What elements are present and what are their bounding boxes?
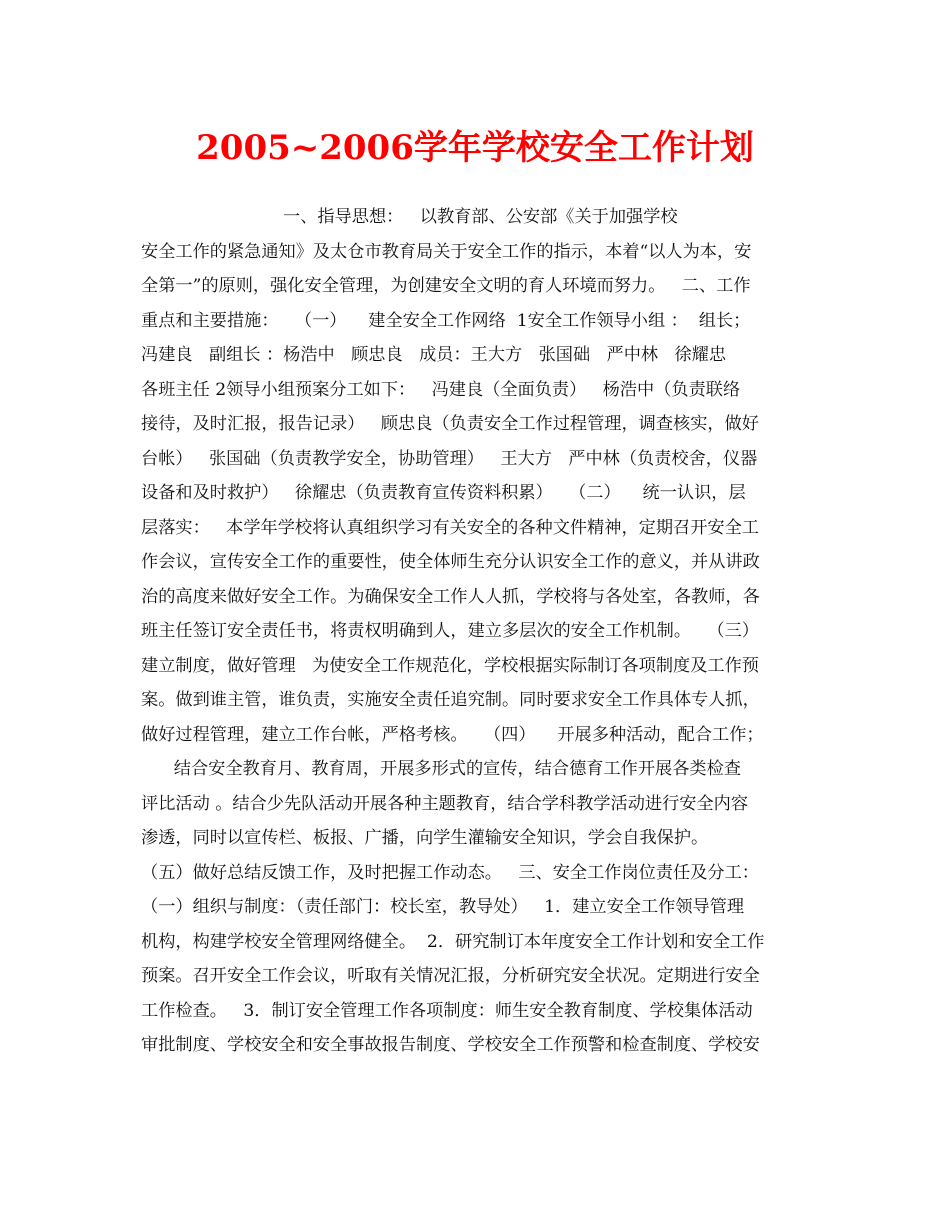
- document-body: [141, 200, 841, 1063]
- body-line: 预案。召开安全工作会议，听取有关情况汇报，分析研究安全状况。定期进行安全: [141, 966, 760, 986]
- body-line: （五）做好总结反馈工作，及时把握工作动态。 三、安全工作岗位责任及分工：: [141, 862, 759, 883]
- body-line: 重点和主要措施： （一） 建全安全工作网络 1安全工作领导小组 ： 组长；: [141, 310, 751, 331]
- body-line: 机构，构建学校安全管理网络健全。 2．研究制订本年度安全工作计划和安全工作: [141, 931, 765, 952]
- body-line: 建立制度，做好管理 为使安全工作规范化，学校根据实际制订各项制度及工作预: [141, 655, 759, 676]
- body-line: 全第一”的原则，强化安全管理，为创建安全文明的育人环境而努力。 二、工作: [141, 276, 751, 296]
- body-line: 安全工作的紧急通知》及太仓市教育局关于安全工作的指示，本着“以人为本，安: [141, 241, 752, 262]
- body-line: 设备和及时救护） 徐耀忠（负责教育宣传资料积累） （二） 统一认识，层: [141, 483, 746, 503]
- body-line: 冯建良 副组长 ：杨浩中 顾忠良 成员：王大方 张国础 严中林 徐耀忠: [141, 345, 727, 365]
- body-line: 班主任签订安全责任书，将责权明确到人，建立多层次的安全工作机制。 （三）: [141, 621, 759, 641]
- body-line: 审批制度、学校安全和安全事故报告制度、学校安全工作预警和检查制度、学校安: [141, 1035, 760, 1055]
- body-line: 渗透，同时以宣传栏、板报、广播，向学生灌输安全知识，学会自我保护。: [141, 828, 709, 848]
- document-title: 2005~2006学年学校安全工作计划: [196, 128, 754, 168]
- body-line: 做好过程管理，建立工作台帐，严格考核。 （四） 开展多种活动，配合工作；: [141, 724, 764, 745]
- body-line: 层落实： 本学年学校将认真组织学习有关安全的各种文件精神，定期召开安全工: [141, 517, 759, 538]
- body-line: 案。做到谁主管，谁负责，实施安全责任追究制。同时要求安全工作具体专人抓，: [141, 690, 760, 710]
- body-line: 作会议，宣传安全工作的重要性，使全体师生充分认识安全工作的意义，并从讲政: [141, 552, 760, 572]
- body-line: 各班主任 2领导小组预案分工如下： 冯建良（全面负责） 杨浩中（负责联络: [141, 379, 741, 400]
- body-line: 接待，及时汇报，报告记录） 顾忠良（负责安全工作过程管理，调查核实，做好: [141, 414, 759, 434]
- body-line: 结合安全教育月、教育周，开展多形式的宣传，结合德育工作开展各类检查: [141, 759, 741, 779]
- body-line: 工作检查。 3．制订安全管理工作各项制度：师生安全教育制度、学校集体活动: [141, 1000, 753, 1021]
- body-line: 评比活动 。结合少先队活动开展各种主题教育，结合学科教学活动进行安全内容: [141, 793, 749, 814]
- body-line: 一、指导思想： 以教育部、公安部《关于加强学校: [141, 207, 678, 227]
- body-line: （一）组织与制度：（责任部门：校长室，教导处） 1．建立安全工作领导管理: [141, 897, 745, 917]
- body-line: 台帐） 张国础（负责教学安全，协助管理） 王大方 严中林（负责校舍，仪器: [141, 448, 758, 469]
- body-line: 治的高度来做好安全工作。为确保安全工作人人抓，学校将与各处室，各教师，各: [141, 586, 760, 607]
